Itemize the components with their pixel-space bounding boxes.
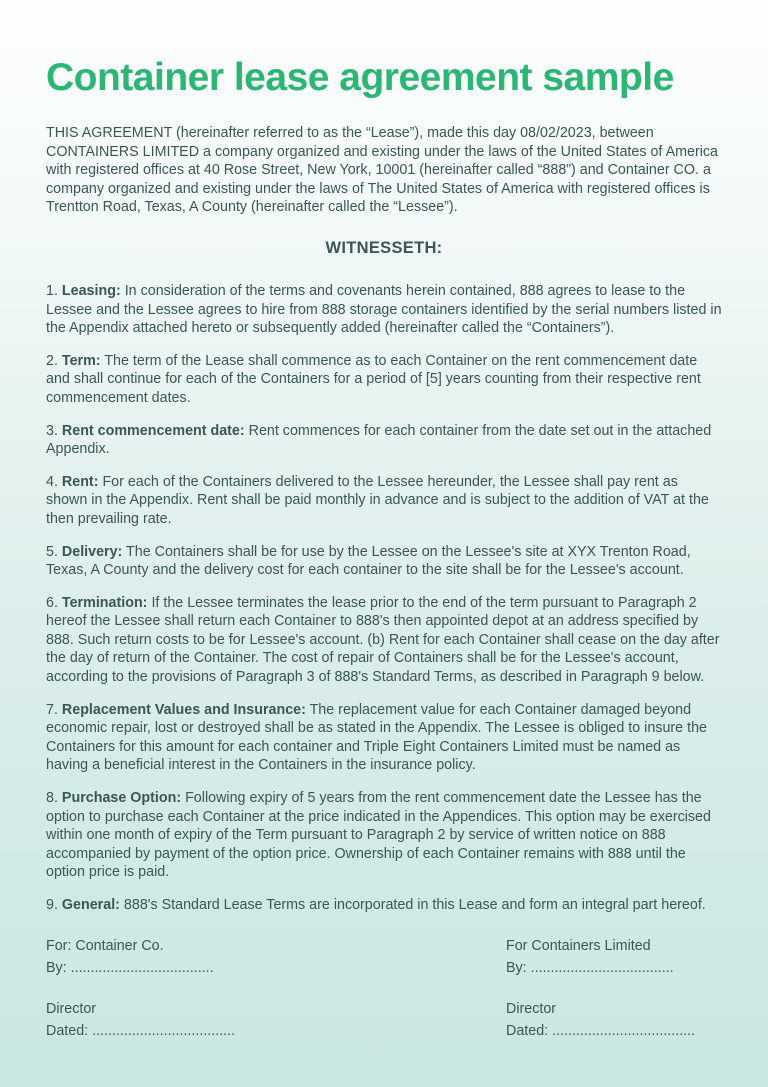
witnesseth-heading: WITNESSETH:	[325, 238, 443, 257]
page-title: Container lease agreement sample	[46, 56, 674, 99]
clause-8	[46, 789, 722, 882]
signature-block-lessee	[46, 937, 235, 1045]
signature-dated-line: Dated: ....................................	[46, 1023, 236, 1040]
clause-label: Leasing:	[61, 282, 121, 299]
clause-number: 9.	[46, 897, 58, 913]
clause-label: Replacement Values and Insurance:	[61, 701, 306, 718]
clause-number: 4.	[46, 473, 58, 490]
clause-label: Rent:	[61, 473, 99, 490]
signature-by-line: By: ....................................	[46, 960, 214, 977]
clause-3	[46, 422, 722, 459]
signature-block-lessor	[506, 937, 722, 1045]
signature-for-line: For Containers Limited	[506, 937, 651, 954]
clause-label: General:	[61, 897, 120, 913]
clause-label: Termination:	[61, 594, 148, 611]
clause-2	[46, 352, 722, 408]
clause-number: 7.	[46, 701, 58, 718]
clause-text: Rent commences for each container from the date set out in the attached Appendix.	[46, 422, 712, 458]
signature-spacer	[506, 982, 722, 996]
clause-number: 3.	[46, 422, 58, 439]
signature-by-line: By: ....................................	[506, 960, 674, 977]
clause-text: Following expiry of 5 years from the rent commencement date the Lessee has the option to purchase each Container at the price indicated in the Appendices. This option may be exercised within one month of expiry of the Term pursuant to Paragraph 2 by service of written notice on 888 accompanied by payment of the option price. Ownership of each Container remains with 888 until the option price is paid.	[46, 790, 711, 881]
signature-for-line: For: Container Co.	[46, 937, 164, 954]
clause-label: Delivery:	[61, 543, 123, 560]
clause-text: The replacement value for each Container damaged beyond economic repair, lost or destroyed shall be as stated in the Appendix. The Lessee is obliged to insure the Containers for this amount for each container and Triple Eight Containers Limited must be named as having a beneficial interest in the Containers in the insurance policy.	[46, 701, 707, 774]
clause-number: 2.	[46, 352, 58, 369]
signature-spacer	[46, 982, 235, 996]
clause-number: 6.	[46, 594, 58, 611]
clause-7	[46, 701, 722, 775]
document-content	[46, 56, 722, 1045]
signature-section	[46, 937, 722, 1045]
clause-text: 888's Standard Lease Terms are incorporated in this Lease and form an integral part hereof.	[123, 897, 706, 913]
clause-text: In consideration of the terms and covenants herein contained, 888 agrees to lease to the Lessee and the Lessee agrees to hire from 888 storage containers identified by the serial numbers listed in the Appendix attached hereto or subsequently added (hereinafter called the “Containers”).	[46, 282, 722, 337]
clause-5	[46, 543, 722, 580]
intro-paragraph: THIS AGREEMENT (hereinafter referred to as the “Lease”), made this day 08/02/2023, between CONTAINERS LIMITED a company organized and existing under the laws of the United States of America with registered offices at 40 Rose Street, New York, 10001 (hereinafter called “888”) and Container CO. a company organized and existing under the laws of The United States of America with registered offices is Trentton Road, Texas, A County (hereinafter called the “Lessee”).	[46, 125, 719, 216]
clause-text: For each of the Containers delivered to the Lessee hereunder, the Lessee shall pay rent as shown in the Appendix. Rent shall be paid monthly in advance and is subject to the addition of VAT at the then prevailing rate.	[46, 473, 709, 527]
clause-number: 8.	[46, 790, 58, 807]
clause-1	[46, 282, 722, 338]
clause-label: Term:	[61, 352, 101, 369]
clause-text: The term of the Lease shall commence as to each Container on the rent commencement date and shall continue for each of the Containers for a period of [5] years counting from their respective rent commencement dates.	[46, 352, 701, 406]
clause-text: The Containers shall be for use by the Lessee on the Lessee's site at XYX Trenton Road, Texas, A County and the delivery cost for each container to the site shall be for the Lessee's account.	[46, 543, 691, 579]
clause-text: If the Lessee terminates the lease prior to the end of the term pursuant to Paragraph 2 hereof the Lessee shall return each Container to 888's then appointed depot at an address specified by 888. Such return costs to be for Lessee's account. (b) Rent for each Container shall cease on the day after the day of return of the Container. The cost of repair of Containers shall be for the Lessee's account, according to the provisions of Paragraph 3 of 888's Standard Terms, as described in Paragraph 9 below.	[46, 594, 720, 686]
clause-4	[46, 473, 722, 529]
signature-role: Director	[506, 1000, 557, 1017]
clause-9	[46, 896, 722, 915]
clause-6	[46, 594, 722, 687]
clause-number: 1.	[46, 282, 58, 299]
clause-label: Rent commencement date:	[61, 422, 245, 439]
signature-role: Director	[46, 1000, 97, 1017]
clause-number: 5.	[46, 543, 58, 560]
clause-label: Purchase Option:	[61, 790, 182, 807]
signature-dated-line: Dated: ....................................	[506, 1023, 696, 1040]
